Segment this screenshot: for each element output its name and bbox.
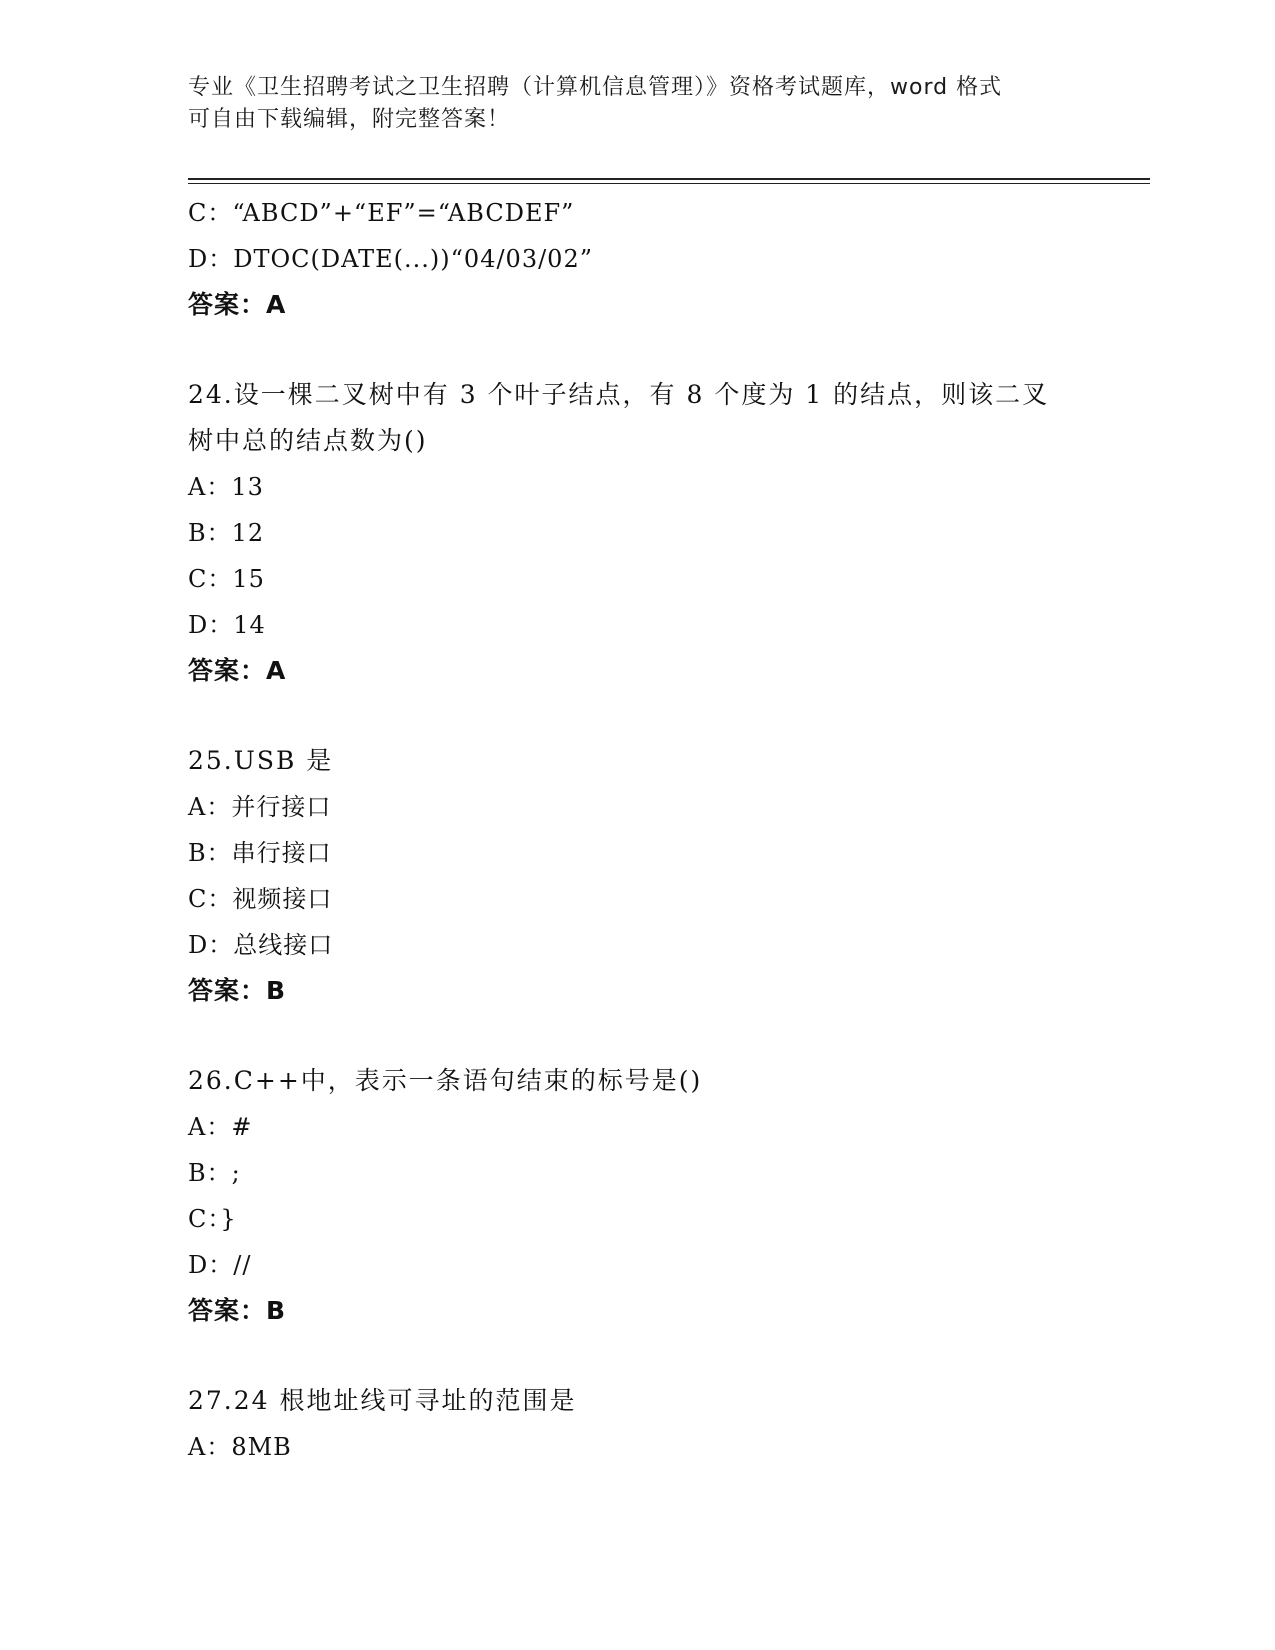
question-list [188, 190, 1088, 1470]
document-header [188, 72, 1088, 136]
option-d: D：DTOC(DATE(...))“04/03/02” [188, 245, 593, 273]
question-title: 26.C++中，表示一条语句结束的标号是() [188, 1066, 703, 1095]
answer: 答案：A [188, 656, 287, 685]
option-c: C：15 [188, 565, 265, 593]
option-a: A：# [188, 1113, 253, 1141]
spacer [188, 1014, 1088, 1058]
option-a: A：并行接口 [188, 793, 332, 821]
question-title: 25.USB 是 [188, 746, 334, 775]
option-d: D：总线接口 [188, 931, 334, 959]
option-a: A：8MB [188, 1433, 292, 1461]
spacer [188, 694, 1088, 738]
spacer [188, 328, 1088, 372]
header-line-1: 专业《卫生招聘考试之卫生招聘（计算机信息管理）》资格考试题库，word 格式 [188, 75, 1003, 100]
question-26 [188, 1058, 1088, 1334]
header-rule-thin [188, 183, 1150, 184]
option-c: C：} [188, 1205, 237, 1233]
option-a: A：13 [188, 473, 264, 501]
spacer [188, 1334, 1088, 1378]
answer: 答案：B [188, 1296, 287, 1325]
question-25 [188, 738, 1088, 1014]
question-27 [188, 1378, 1088, 1470]
option-d: D：// [188, 1251, 252, 1279]
option-b: B：12 [188, 519, 265, 547]
option-d: D：14 [188, 611, 266, 639]
option-c: C：“ABCD”+“EF”=“ABCDEF” [188, 199, 575, 227]
answer: 答案：B [188, 976, 287, 1005]
option-b: B：串行接口 [188, 839, 332, 867]
header-rule-thick [188, 178, 1150, 180]
header-line-2: 可自由下载编辑，附完整答案！ [188, 107, 511, 132]
option-b: B：; [188, 1159, 241, 1187]
answer: 答案：A [188, 290, 287, 319]
question-title: 24.设一棵二叉树中有 3 个叶子结点，有 8 个度为 1 的结点，则该二叉 [188, 380, 1050, 409]
option-c: C：视频接口 [188, 885, 333, 913]
question-title: 27.24 根地址线可寻址的范围是 [188, 1386, 577, 1415]
question-title-continued: 树中总的结点数为() [188, 426, 428, 455]
question-24 [188, 372, 1088, 694]
question-23-tail [188, 190, 1088, 328]
